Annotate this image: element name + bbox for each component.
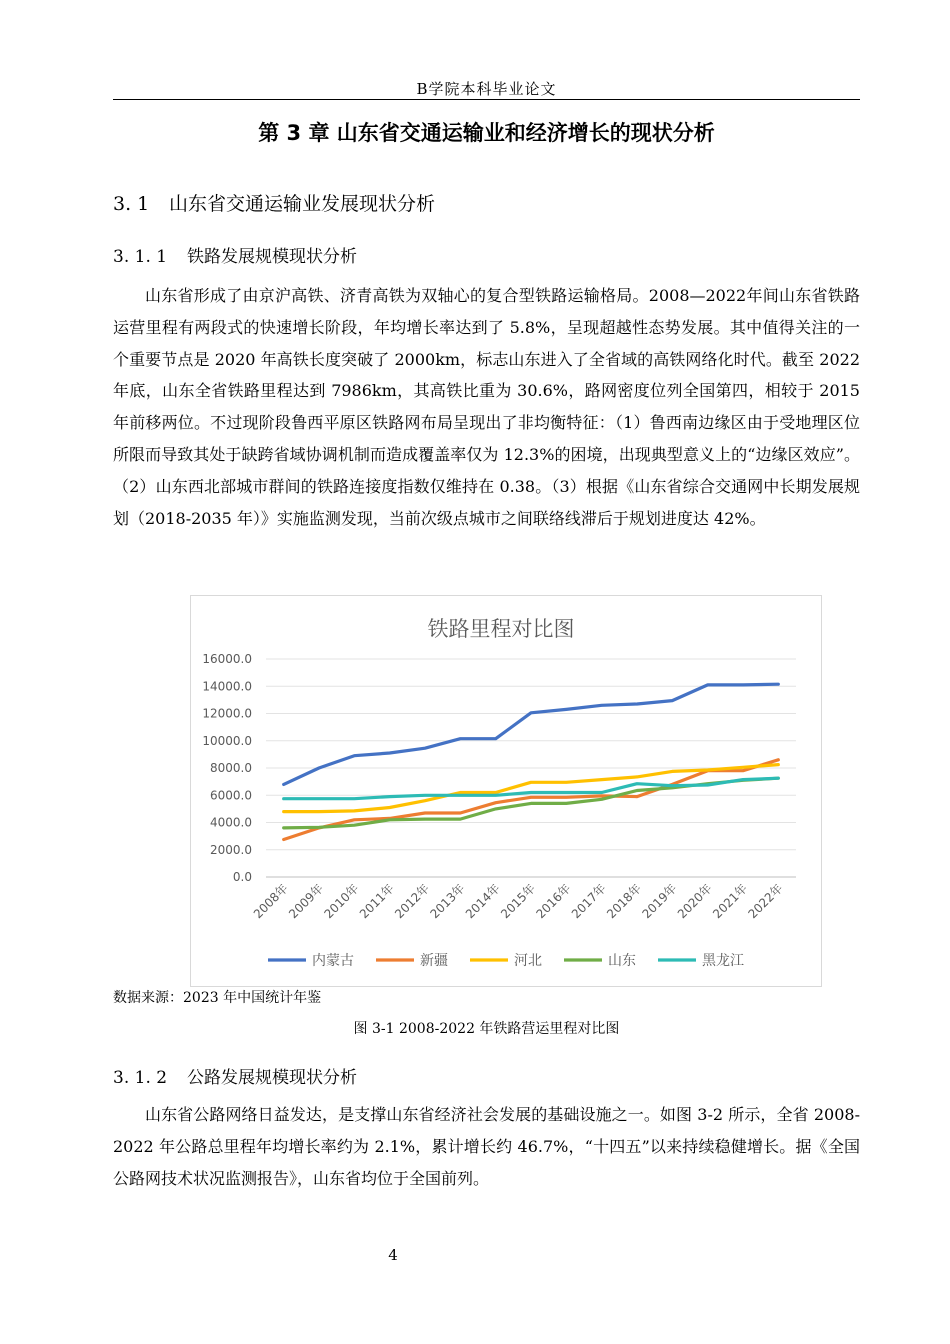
legend-label: 新疆 [420, 953, 448, 969]
legend-label: 山东 [608, 953, 636, 969]
x-tick-label: 2019年 [639, 881, 680, 922]
x-tick-label: 2010年 [321, 881, 362, 922]
figure-source: 数据来源：2023 年中国统计年鉴 [113, 990, 322, 1006]
section-heading [113, 189, 435, 216]
y-axis-ticks [202, 652, 252, 884]
y-tick-label: 16000.0 [202, 652, 252, 666]
legend-label: 黑龙江 [702, 953, 744, 969]
subsection-heading-2 [113, 1063, 357, 1088]
x-tick-label: 2009年 [286, 881, 327, 922]
x-tick-label: 2016年 [533, 881, 574, 922]
subsection-number-2: 3. 1. 2 [113, 1068, 168, 1088]
x-tick-label: 2021年 [710, 881, 751, 922]
subsection-number-1: 3. 1. 1 [113, 247, 168, 267]
chapter-title: 第 3 章 山东省交通运输业和经济增长的现状分析 [258, 121, 715, 145]
subsection-heading-1 [113, 242, 357, 267]
subsection-title-2: 公路发展规模现状分析 [187, 1068, 357, 1088]
x-tick-label: 2022年 [745, 881, 786, 922]
running-header: B学院本科毕业论文 [416, 80, 557, 98]
header-rule [113, 99, 860, 100]
x-tick-label: 2018年 [604, 881, 645, 922]
chart-title: 铁路里程对比图 [427, 617, 575, 641]
figure-caption: 图 3-1 2008-2022 年铁路营运里程对比图 [353, 1021, 620, 1037]
x-tick-label: 2013年 [427, 881, 468, 922]
x-tick-label: 2008年 [250, 881, 291, 922]
x-tick-label: 2014年 [462, 881, 503, 922]
x-axis-ticks [250, 881, 785, 922]
y-tick-label: 12000.0 [202, 706, 252, 721]
legend-label: 内蒙古 [312, 953, 354, 969]
x-tick-label: 2015年 [498, 881, 539, 922]
x-tick-label: 2017年 [568, 881, 609, 922]
railway-chart [190, 595, 822, 987]
x-tick-label: 2011年 [356, 881, 397, 922]
x-tick-label: 2020年 [674, 881, 715, 922]
subsection-title-1: 铁路发展规模现状分析 [187, 247, 357, 267]
section-number: 3. 1 [113, 193, 150, 215]
y-tick-label: 6000.0 [210, 788, 252, 803]
y-tick-label: 14000.0 [202, 679, 252, 694]
y-tick-label: 4000.0 [210, 815, 252, 830]
y-tick-label: 8000.0 [210, 761, 252, 775]
y-tick-label: 2000.0 [210, 842, 252, 857]
chart-series [284, 684, 779, 839]
y-tick-label: 0.0 [232, 870, 252, 884]
chart-svg [191, 596, 821, 986]
paragraph-highway: 山东省公路网络日益发达，是支撑山东省经济社会发展的基础设施之一。如图 3-2 所示，全省 2008-2022 年公路总里程年均增长率约为 2.1%，累计增长约 46.7%，“十四五”以来持续稳健增长。据《全国公路网技术状况监测报告》，山东省均位于全国前列。 [113, 1105, 860, 1188]
paragraph-railway: 山东省形成了由京沪高铁、济青高铁为双轴心的复合型铁路运输格局。2008—2022年间山东省铁路运营里程有两段式的快速增长阶段，年均增长率达到了 5.8%，呈现超越性态势发展。其中值得关注的一个重要节点是 2020 年高铁长度突破了 2000km，标志山东进入了全省域的高铁网络化时代。截至 2022 年底，山东全省铁路里程达到 7986km，其高铁比重为 30.6%，路网密度位列全国第四，相较于 2015 年前移两位。不过现阶段鲁西平原区铁路网布局呈现出了非均衡特征：（1）鲁西南边缘区由于受地理区位所限而导致其处于缺跨省域协调机制而造成覆盖率仅为 12.3%的困境，出现典型意义上的“边缘区效应”。（2）山东西北部城市群间的铁路连接度指数仅维持在 0.38。（3）根据《山东省综合交通网中长期发展规划（2018-2035 年）》实施监测发现，当前次级点城市之间联络线滞后于规划进度达 42%。 [113, 286, 860, 528]
page-number: 4 [388, 1246, 398, 1264]
legend-label: 河北 [514, 953, 542, 969]
chart-legend [268, 952, 744, 969]
section-title: 山东省交通运输业发展现状分析 [169, 193, 436, 215]
y-tick-label: 10000.0 [202, 733, 252, 748]
x-tick-label: 2012年 [392, 881, 433, 922]
